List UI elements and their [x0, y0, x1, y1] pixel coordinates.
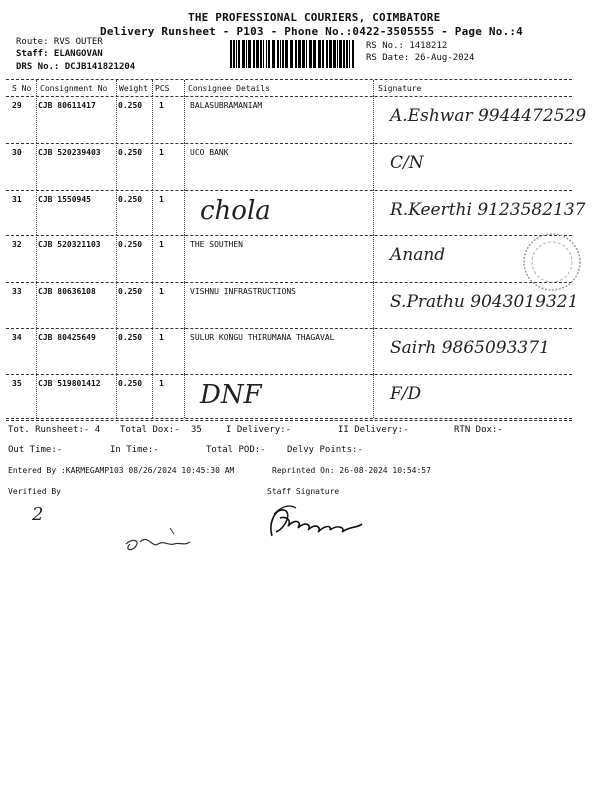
barcode-bar [238, 40, 240, 68]
barcode-bar [272, 40, 275, 68]
col-divider [184, 374, 185, 418]
entered-by: Entered By :KARMEGAMP103 08/26/2024 10:45:30 AM [8, 466, 235, 475]
barcode-bar [309, 40, 312, 68]
col-divider [116, 235, 117, 282]
row-consignment-no: CJB 520321103 [38, 240, 101, 249]
row-sno: 34 [12, 333, 22, 342]
col-header-consignment: Consignment No [40, 84, 108, 93]
col-divider [36, 235, 37, 282]
barcode-bar [298, 40, 301, 68]
col-divider [36, 282, 37, 328]
row-consignment-no: CJB 520239403 [38, 148, 101, 157]
barcode-bar [322, 40, 324, 68]
row-rule [6, 190, 572, 191]
col-divider [373, 80, 374, 96]
col-divider [116, 190, 117, 235]
barcode-bar [246, 40, 247, 68]
ii-delivery: II Delivery:- [338, 425, 409, 435]
row-pcs: 1 [159, 379, 164, 388]
barcode-bar [333, 40, 336, 68]
row-signature-handwritten: C/N [390, 153, 424, 173]
col-header-signature: Signature [378, 84, 422, 93]
row-consignee: UCO BANK [190, 148, 229, 157]
col-divider [373, 374, 374, 418]
col-header-pcs: PCS [155, 84, 170, 93]
col-divider [116, 96, 117, 143]
barcode-bar [242, 40, 245, 68]
barcode-bar [337, 40, 338, 68]
barcode-bar [349, 40, 350, 68]
table-header-rule [6, 96, 572, 97]
row-signature-handwritten: Anand [390, 245, 446, 265]
verified-mark: 2 [32, 504, 44, 525]
verifier-signature [118, 520, 198, 556]
barcode-bar [233, 40, 235, 68]
col-divider [116, 282, 117, 328]
row-rule [6, 328, 572, 329]
barcode-bar [277, 40, 279, 68]
row-pcs: 1 [159, 287, 164, 296]
row-weight: 0.250 [118, 148, 143, 157]
col-divider [184, 96, 185, 143]
row-weight: 0.250 [118, 379, 143, 388]
col-divider [36, 143, 37, 190]
barcode-image [230, 40, 358, 68]
row-rule [6, 143, 572, 144]
barcode-bar [256, 40, 259, 68]
staff-label: Staff: ELANGOVAN [16, 49, 103, 59]
staff-signature-image [262, 500, 382, 544]
row-consignee-handwritten: DNF [200, 380, 262, 410]
col-divider [116, 374, 117, 418]
col-divider [373, 282, 374, 328]
col-divider [152, 374, 153, 418]
row-consignee: SULUR KONGU THIRUMANA THAGAVAL [190, 333, 335, 342]
col-divider [373, 143, 374, 190]
col-divider [36, 80, 37, 96]
rs-number: RS No.: 1418212 [366, 41, 448, 51]
footer-rule [6, 420, 572, 421]
row-consignee: VISHNU INFRASTRUCTIONS [190, 287, 296, 296]
col-divider [152, 80, 153, 96]
barcode-bar [313, 40, 316, 68]
barcode-bar [253, 40, 255, 68]
row-consignee: THE SOUTHEN [190, 240, 243, 249]
i-delivery: I Delivery:- [226, 425, 292, 435]
delvy-points: Delvy Points:- [287, 445, 363, 455]
row-pcs: 1 [159, 195, 164, 204]
verified-by-label: Verified By [8, 487, 61, 496]
barcode-bar [230, 40, 232, 68]
col-divider [36, 96, 37, 143]
tot-runsheet: Tot. Runsheet:- 4 [8, 425, 101, 435]
row-consignment-no: CJB 80636108 [38, 287, 96, 296]
barcode-bar [260, 40, 262, 68]
staff-signature-label: Staff Signature [267, 487, 340, 496]
row-sno: 29 [12, 101, 22, 110]
col-divider [373, 190, 374, 235]
col-divider [184, 80, 185, 96]
row-signature-handwritten: F/D [390, 384, 422, 404]
barcode-bar [306, 40, 307, 68]
row-consignee: BALASUBRAMANIAM [190, 101, 263, 110]
barcode-bar [343, 40, 345, 68]
row-consignment-no: CJB 80425649 [38, 333, 96, 342]
col-divider [373, 235, 374, 282]
barcode-bar [295, 40, 297, 68]
col-divider [116, 143, 117, 190]
barcode-bar [268, 40, 270, 68]
col-divider [184, 282, 185, 328]
company-name: THE PROFESSIONAL COURIERS, COIMBATORE [188, 11, 441, 24]
row-pcs: 1 [159, 148, 164, 157]
row-sno: 33 [12, 287, 22, 296]
col-divider [116, 80, 117, 96]
row-sno: 30 [12, 148, 22, 157]
barcode-bar [318, 40, 321, 68]
col-divider [116, 328, 117, 374]
barcode-bar [329, 40, 332, 68]
col-divider [184, 143, 185, 190]
row-consignment-no: CJB 519801412 [38, 379, 101, 388]
col-divider [373, 96, 374, 143]
route-label: Route: RVS OUTER [16, 37, 103, 47]
row-rule [6, 282, 572, 283]
row-rule [6, 374, 572, 375]
row-sno: 31 [12, 195, 22, 204]
col-divider [152, 96, 153, 143]
row-weight: 0.250 [118, 287, 143, 296]
total-dox-label: Total Dox:- [120, 425, 180, 435]
drs-number: DRS No.: DCJB141821204 [16, 62, 136, 72]
col-header-consignee: Consignee Details [188, 84, 270, 93]
col-header-weight: Weight [119, 84, 148, 93]
runsheet-title: Delivery Runsheet - P103 - Phone No.:0422-3505555 - Page No.:4 [100, 25, 523, 38]
col-divider [36, 190, 37, 235]
barcode-bar [326, 40, 328, 68]
total-dox-value: 35 [191, 425, 202, 435]
col-divider [36, 328, 37, 374]
row-sno: 32 [12, 240, 22, 249]
col-divider [373, 328, 374, 374]
row-signature-handwritten: Sairh 9865093371 [390, 338, 550, 358]
rs-date: RS Date: 26-Aug-2024 [366, 53, 475, 63]
col-divider [152, 143, 153, 190]
barcode-bar [290, 40, 293, 68]
col-divider [152, 328, 153, 374]
row-consignment-no: CJB 1550945 [38, 195, 91, 204]
row-pcs: 1 [159, 333, 164, 342]
row-weight: 0.250 [118, 333, 143, 342]
barcode-bar [346, 40, 348, 68]
in-time: In Time:- [110, 445, 159, 455]
out-time: Out Time:- [8, 445, 63, 455]
row-consignment-no: CJB 80611417 [38, 101, 96, 110]
row-consignee-handwritten: chola [200, 196, 271, 226]
col-divider [36, 374, 37, 418]
col-divider [152, 190, 153, 235]
col-header-sno: S No [12, 84, 32, 93]
row-weight: 0.250 [118, 240, 143, 249]
courier-stamp [510, 232, 586, 292]
reprinted-on: Reprinted On: 26-08-2024 10:54:57 [272, 466, 431, 475]
row-sno: 35 [12, 379, 22, 388]
barcode-bar [285, 40, 288, 68]
col-divider [184, 190, 185, 235]
barcode-bar [248, 40, 251, 68]
barcode-bar [282, 40, 284, 68]
row-weight: 0.250 [118, 101, 143, 110]
barcode-bar [263, 40, 264, 68]
row-rule [6, 235, 572, 236]
col-divider [152, 282, 153, 328]
col-divider [184, 328, 185, 374]
total-pod: Total POD:- [206, 445, 266, 455]
row-rule [6, 418, 572, 419]
barcode-bar [339, 40, 342, 68]
barcode-bar [352, 40, 354, 68]
row-pcs: 1 [159, 240, 164, 249]
row-pcs: 1 [159, 101, 164, 110]
rtn-dox: RTN Dox:- [454, 425, 503, 435]
row-signature-handwritten: S.Prathu 9043019321 [390, 292, 579, 312]
row-signature-handwritten: A.Eshwar 9944472529 [390, 106, 587, 126]
table-top-rule [6, 79, 572, 80]
barcode-bar [302, 40, 305, 68]
barcode-bar [266, 40, 267, 68]
row-weight: 0.250 [118, 195, 143, 204]
barcode-bar [236, 40, 237, 68]
row-signature-handwritten: R.Keerthi 9123582137 [390, 200, 586, 220]
col-divider [184, 235, 185, 282]
col-divider [152, 235, 153, 282]
barcode-bar [280, 40, 281, 68]
